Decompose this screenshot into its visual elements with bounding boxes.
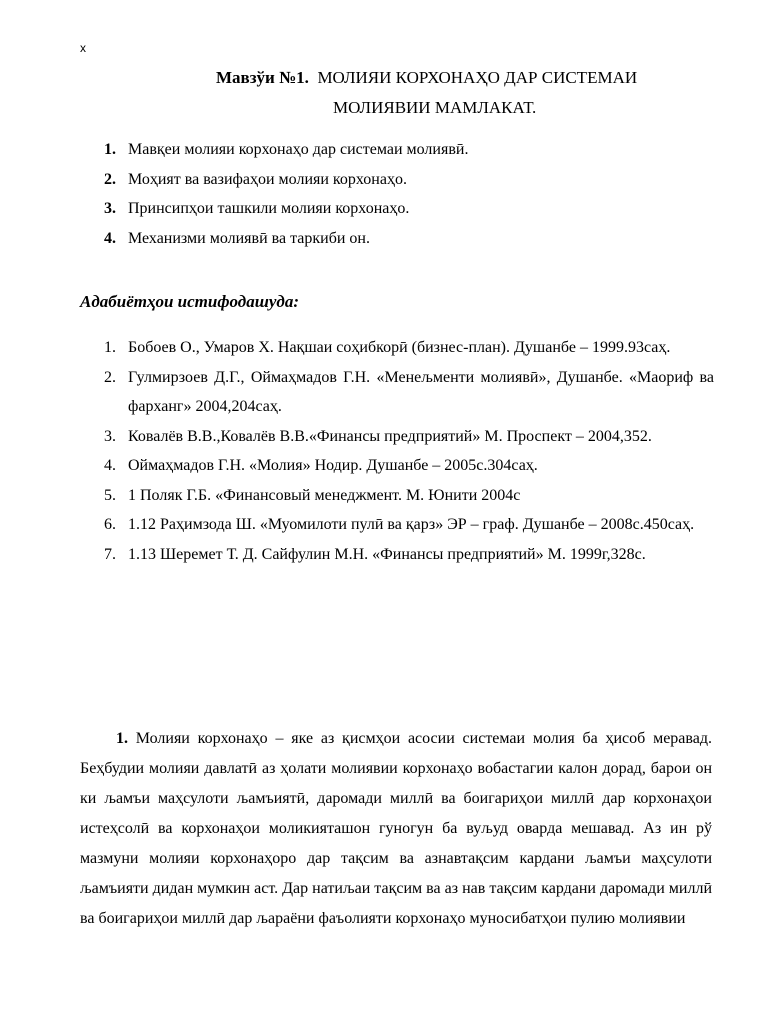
section-text: Молияи корхонаҳо – яке аз қисмҳои асосии системаи молия ба ҳисоб меравад. Беҳбудии молияи давлатӣ аз ҳолати молиявии корхонаҳо вобастагии калон дорад, барои он ки љамъи маҳсулоти љамъиятӣ, даромади миллӣ ва боигариҳои миллӣ дар корхонаҳои истеҳсолӣ ва корхонаҳои моликияташон гуногун ба вуљуд оварда мешавад. Аз ин рў мазмуни молияи корхонаҳоро дар тақсим ва азнавтақсим кардани љамъи маҳсулоти љамъияти дидан мумкин аст. Дар натиљаи тақсим ва аз нав тақсим кардани даромади миллӣ ва боигариҳои миллӣ дар љараёни фаъолияти корхонаҳо муносибатҳои пулию молиявии [80,730,712,927]
reference-item [104,510,714,540]
plan-item-text: Механизми молиявӣ ва таркиби он. [128,229,370,247]
plan-list [104,140,468,258]
reference-number: 2. [104,368,116,386]
reference-item [104,481,714,511]
plan-item-number: 2. [104,170,116,188]
reference-number: 3. [104,427,116,445]
references-list [104,333,714,569]
reference-text: Бобоев О., Умаров Х. Нақшаи соҳибкорӣ (бизнес-план). Душанбе – 1999.93саҳ. [128,339,671,356]
page-title-line1 [216,68,637,88]
plan-item-text: Мавқеи молияи корхонаҳо дар системаи молиявӣ. [128,141,469,158]
reference-text: Ковалёв В.В.,Ковалёв В.В.«Финансы предприятий» М. Проспект – 2004,352. [128,427,652,445]
reference-text: Гулмирзоев Д.Г., Оймаҳмадов Г.Н. «Менељменти молиявӣ», Душанбе. «Маориф ва фарханг» 2004,204саҳ. [128,368,714,415]
reference-number: 4. [104,457,116,474]
corner-mark: x [80,41,86,55]
reference-text: 1 Поляк Г.Б. «Финансовый менеджмент. М. Юнити 2004с [128,486,521,504]
title-text: МОЛИЯИ КОРХОНАҲО ДАР СИСТЕМАИ [317,68,638,87]
reference-item [104,333,714,363]
reference-item [104,363,714,422]
reference-item [104,451,714,481]
reference-number: 1. [104,339,116,356]
reference-text: 1.12 Раҳимзода Ш. «Муомилоти пулӣ ва қарз» ЭР – граф. Душанбе – 2008с.450саҳ. [128,516,695,533]
plan-item-text: Принсипҳои ташкили молияи корхонаҳо. [128,200,410,217]
page-title-line2: МОЛИЯВИИ МАМЛАКАТ. [333,98,537,117]
plan-item-number: 4. [104,229,116,247]
plan-item-text: Моҳият ва вазифаҳои молияи корхонаҳо. [128,170,407,188]
reference-number: 5. [104,486,116,504]
plan-item-number: 1. [104,141,116,158]
plan-item [104,170,468,200]
reference-text: 1.13 Шеремет Т. Д. Сайфулин М.Н. «Финансы предприятий» М. 1999г,328с. [128,545,646,563]
reference-number: 7. [104,545,116,563]
reference-item [104,540,714,570]
plan-item [104,140,468,170]
section-1-paragraph [80,724,712,934]
topic-number: Мавзўи №1. [216,68,309,87]
plan-item [104,229,468,259]
reference-item [104,422,714,452]
reference-text: Оймаҳмадов Г.Н. «Молия» Нодир. Душанбе – 2005с.304саҳ. [128,457,538,474]
plan-item-number: 3. [104,200,116,217]
plan-item [104,199,468,229]
literature-heading: Адабиётҳои истифодашуда: [80,292,299,311]
reference-number: 6. [104,516,116,533]
section-number: 1. [116,730,128,747]
